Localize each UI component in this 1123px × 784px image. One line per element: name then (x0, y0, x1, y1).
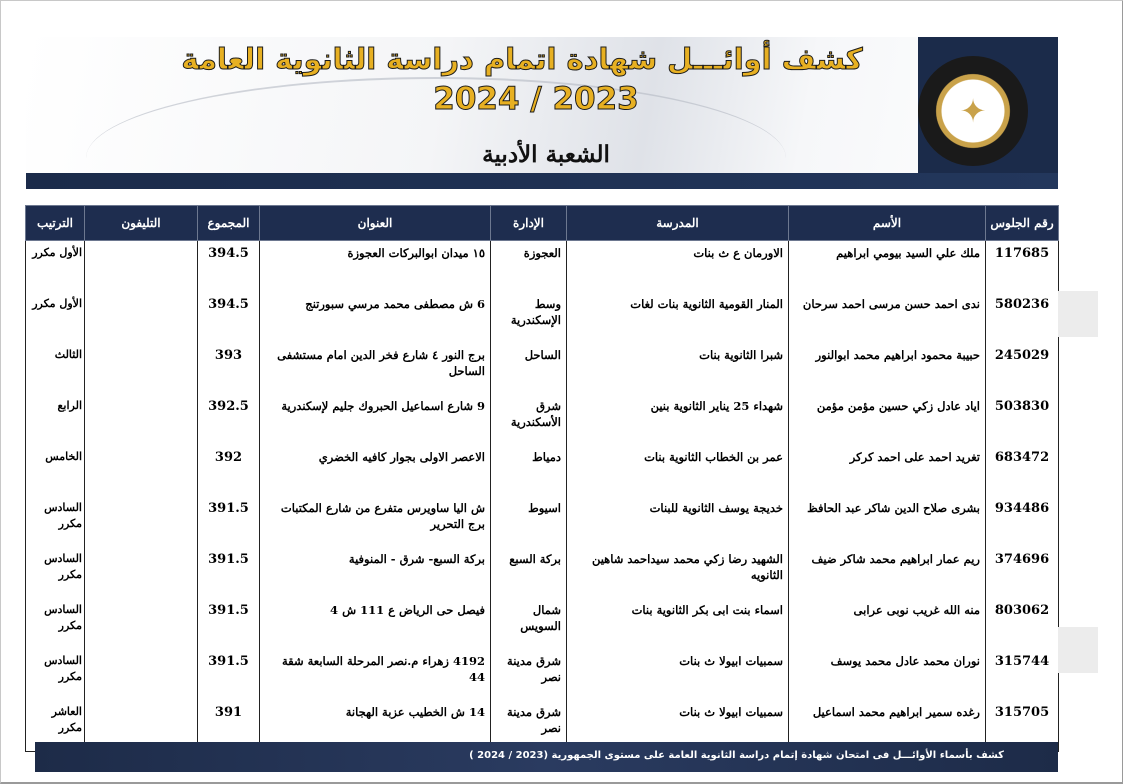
header-banner (26, 37, 1058, 189)
cell-school: عمر بن الخطاب الثانوية بنات (567, 445, 789, 496)
cell-total: 393 (198, 343, 260, 394)
cell-district: شرق مدينة نصر (491, 649, 567, 700)
col-header-school: المدرسة (567, 206, 789, 241)
cell-seat: 117685 (986, 241, 1059, 293)
footer-text: كشف بأسماء الأوائـــل فى امتحان شهادة إتمام دراسة الثانوية العامة على مستوى الجمهورية (2023 / 2024 ) (469, 750, 1004, 761)
cell-phone (85, 292, 198, 343)
cell-phone (85, 343, 198, 394)
cell-seat: 315705 (986, 700, 1059, 752)
col-header-rank: الترتيب (26, 206, 85, 241)
cell-seat: 315744 (986, 649, 1059, 700)
cell-district: شرق مدينة نصر (491, 700, 567, 752)
table-row (26, 445, 1059, 496)
cell-phone (85, 598, 198, 649)
col-header-seat: رقم الجلوس (986, 206, 1059, 241)
cell-rank: العاشر مكرر (26, 700, 85, 752)
cell-name: ندى احمد حسن مرسى احمد سرحان (789, 292, 986, 343)
cell-total: 391.5 (198, 598, 260, 649)
col-header-total: المجموع (198, 206, 260, 241)
cell-school: الشهيد رضا زكي محمد سيداحمد شاهين الثانويه (567, 547, 789, 598)
cell-rank: الأول مكرر (26, 241, 85, 293)
cell-name: ملك علي السيد بيومي ابراهيم (789, 241, 986, 293)
col-header-phone: التليفون (85, 206, 198, 241)
cell-district: العجوزة (491, 241, 567, 293)
cell-name: بشرى صلاح الدين شاكر عبد الحافظ (789, 496, 986, 547)
cell-address: 6 ش مصطفى محمد مرسي سبورتنج (260, 292, 491, 343)
cell-district: اسيوط (491, 496, 567, 547)
col-header-district: الإدارة (491, 206, 567, 241)
banner-bottom-strip (26, 173, 1058, 189)
row-shade (1058, 627, 1098, 673)
track-title: الشعبة الأدبية (482, 141, 610, 168)
cell-phone (85, 445, 198, 496)
table-row (26, 496, 1059, 547)
cell-address: ش اليا ساويرس متفرع من شارع المكتبات برج التحرير (260, 496, 491, 547)
cell-seat: 580236 (986, 292, 1059, 343)
cell-school: اسماء بنت ابى بكر الثانوية بنات (567, 598, 789, 649)
cell-school: خديجة يوسف الثانوية للبنات (567, 496, 789, 547)
cell-district: وسط الإسكندرية (491, 292, 567, 343)
cell-district: بركة السبع (491, 547, 567, 598)
cell-district: شمال السويس (491, 598, 567, 649)
academic-year: 2024 / 2023 (433, 81, 639, 117)
cell-name: تغريد احمد على احمد كركر (789, 445, 986, 496)
cell-address: 4192 زهراء م.نصر المرحلة السابعة شقة 44 (260, 649, 491, 700)
table-row (26, 547, 1059, 598)
cell-phone (85, 649, 198, 700)
cell-school: سمبيات ابيولا ث بنات (567, 700, 789, 752)
cell-seat: 683472 (986, 445, 1059, 496)
cell-total: 391.5 (198, 547, 260, 598)
cell-total: 391.5 (198, 496, 260, 547)
cell-district: دمياط (491, 445, 567, 496)
table-row (26, 241, 1059, 293)
cell-name: منه الله غريب نوبى عرابى (789, 598, 986, 649)
cell-name: رغده سمير ابراهيم محمد اسماعيل (789, 700, 986, 752)
cell-name: حبيبة محمود ابراهيم محمد ابوالنور (789, 343, 986, 394)
table-row (26, 292, 1059, 343)
cell-total: 394.5 (198, 241, 260, 293)
cell-rank: السادس مكرر (26, 649, 85, 700)
cell-address: 14 ش الخطيب عزبة الهجانة (260, 700, 491, 752)
cell-rank: السادس مكرر (26, 598, 85, 649)
cell-phone (85, 394, 198, 445)
page-title: كشف أوائـــل شهادة اتمام دراسة الثانوية العامة (181, 42, 863, 76)
cell-rank: الرابع (26, 394, 85, 445)
cell-rank: السادس مكرر (26, 547, 85, 598)
table-row (26, 598, 1059, 649)
cell-school: المنار القومية الثانوية بنات لغات (567, 292, 789, 343)
cell-address: برج النور ٤ شارع فخر الدين امام مستشفى الساحل (260, 343, 491, 394)
cell-seat: 803062 (986, 598, 1059, 649)
row-shade (1058, 291, 1098, 337)
footer-bar (35, 742, 1058, 772)
eagle-icon: ✦ (959, 92, 987, 130)
cell-rank: الثالث (26, 343, 85, 394)
cell-total: 391 (198, 700, 260, 752)
cell-seat: 503830 (986, 394, 1059, 445)
cell-address: بركة السبع- شرق - المنوفية (260, 547, 491, 598)
cell-school: الاورمان ع ث بنات (567, 241, 789, 293)
cell-phone (85, 547, 198, 598)
cell-school: شبرا الثانوية بنات (567, 343, 789, 394)
cell-address: ١٥ ميدان ابوالبركات العجوزة (260, 241, 491, 293)
cell-phone (85, 496, 198, 547)
cell-school: شهداء 25 يناير الثانوية بنين (567, 394, 789, 445)
cell-rank: الأول مكرر (26, 292, 85, 343)
cell-total: 394.5 (198, 292, 260, 343)
cell-school: سمبيات ابيولا ث بنات (567, 649, 789, 700)
cell-total: 392.5 (198, 394, 260, 445)
cell-total: 391.5 (198, 649, 260, 700)
ministry-logo (918, 56, 1028, 166)
cell-address: 9 شارع اسماعيل الحبروك جليم لإسكندرية (260, 394, 491, 445)
table-row (26, 394, 1059, 445)
table-row (26, 343, 1059, 394)
cell-name: ريم عمار ابراهيم محمد شاكر ضيف (789, 547, 986, 598)
cell-address: فيصل حى الرياض ع 111 ش 4 (260, 598, 491, 649)
cell-seat: 245029 (986, 343, 1059, 394)
cell-rank: السادس مكرر (26, 496, 85, 547)
cell-address: الاعصر الاولى بجوار كافيه الخضري (260, 445, 491, 496)
table-header-row (26, 206, 1059, 241)
col-header-name: الأسم (789, 206, 986, 241)
cell-seat: 934486 (986, 496, 1059, 547)
cell-district: شرق الأسكندرية (491, 394, 567, 445)
cell-district: الساحل (491, 343, 567, 394)
cell-phone (85, 241, 198, 293)
results-table (25, 205, 1059, 752)
cell-name: نوران محمد عادل محمد يوسف (789, 649, 986, 700)
cell-seat: 374696 (986, 547, 1059, 598)
cell-name: اياد عادل زكي حسين مؤمن مؤمن (789, 394, 986, 445)
cell-total: 392 (198, 445, 260, 496)
cell-rank: الخامس (26, 445, 85, 496)
table-row (26, 649, 1059, 700)
col-header-address: العنوان (260, 206, 491, 241)
